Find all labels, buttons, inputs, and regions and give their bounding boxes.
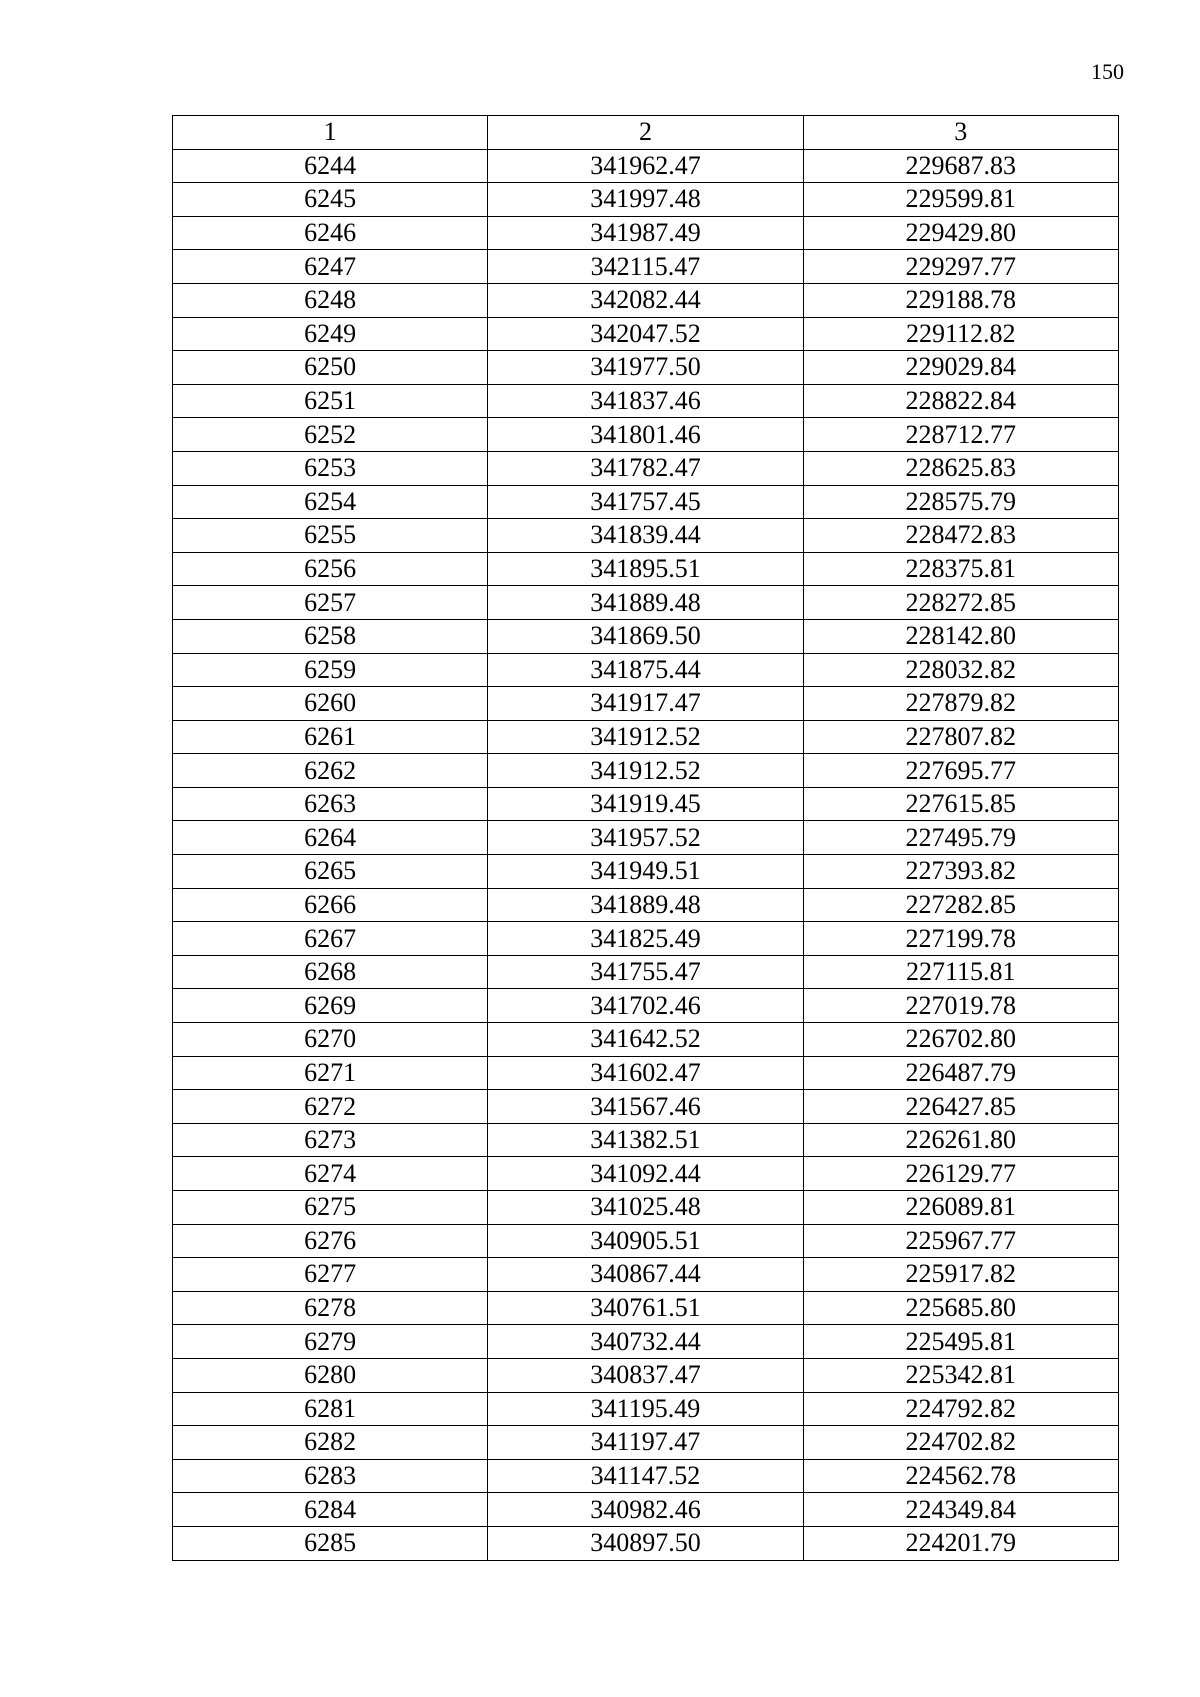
table-row <box>173 586 1119 620</box>
point-number-cell: 6266 <box>173 888 488 922</box>
point-number-cell: 6258 <box>173 619 488 653</box>
point-number-cell: 6275 <box>173 1191 488 1225</box>
y-coordinate-cell: 227695.77 <box>803 754 1118 788</box>
column-header-3: 3 <box>803 116 1118 150</box>
point-number-cell: 6280 <box>173 1358 488 1392</box>
y-coordinate-cell: 229599.81 <box>803 183 1118 217</box>
y-coordinate-cell: 229029.84 <box>803 351 1118 385</box>
point-number-cell: 6244 <box>173 149 488 183</box>
point-number-cell: 6250 <box>173 351 488 385</box>
y-coordinate-cell: 227615.85 <box>803 787 1118 821</box>
table-row <box>173 418 1119 452</box>
table-row <box>173 183 1119 217</box>
y-coordinate-cell: 228272.85 <box>803 586 1118 620</box>
x-coordinate-cell: 341702.46 <box>488 989 803 1023</box>
y-coordinate-cell: 229297.77 <box>803 250 1118 284</box>
table-row <box>173 922 1119 956</box>
y-coordinate-cell: 227879.82 <box>803 687 1118 721</box>
point-number-cell: 6273 <box>173 1123 488 1157</box>
y-coordinate-cell: 228375.81 <box>803 552 1118 586</box>
x-coordinate-cell: 341092.44 <box>488 1157 803 1191</box>
x-coordinate-cell: 340897.50 <box>488 1526 803 1560</box>
x-coordinate-cell: 342082.44 <box>488 283 803 317</box>
x-coordinate-cell: 341782.47 <box>488 451 803 485</box>
y-coordinate-cell: 227495.79 <box>803 821 1118 855</box>
point-number-cell: 6283 <box>173 1459 488 1493</box>
table-row <box>173 754 1119 788</box>
y-coordinate-cell: 224702.82 <box>803 1426 1118 1460</box>
y-coordinate-cell: 227199.78 <box>803 922 1118 956</box>
y-coordinate-cell: 225685.80 <box>803 1291 1118 1325</box>
table-row <box>173 821 1119 855</box>
point-number-cell: 6261 <box>173 720 488 754</box>
x-coordinate-cell: 341839.44 <box>488 519 803 553</box>
table-row <box>173 687 1119 721</box>
y-coordinate-cell: 225967.77 <box>803 1224 1118 1258</box>
point-number-cell: 6278 <box>173 1291 488 1325</box>
point-number-cell: 6245 <box>173 183 488 217</box>
x-coordinate-cell: 341889.48 <box>488 888 803 922</box>
x-coordinate-cell: 340982.46 <box>488 1493 803 1527</box>
x-coordinate-cell: 341825.49 <box>488 922 803 956</box>
table-row <box>173 283 1119 317</box>
y-coordinate-cell: 225495.81 <box>803 1325 1118 1359</box>
x-coordinate-cell: 342047.52 <box>488 317 803 351</box>
x-coordinate-cell: 341382.51 <box>488 1123 803 1157</box>
y-coordinate-cell: 228712.77 <box>803 418 1118 452</box>
y-coordinate-cell: 226487.79 <box>803 1056 1118 1090</box>
y-coordinate-cell: 226089.81 <box>803 1191 1118 1225</box>
point-number-cell: 6281 <box>173 1392 488 1426</box>
x-coordinate-cell: 340732.44 <box>488 1325 803 1359</box>
y-coordinate-cell: 227115.81 <box>803 955 1118 989</box>
point-number-cell: 6259 <box>173 653 488 687</box>
table-row <box>173 1325 1119 1359</box>
x-coordinate-cell: 341875.44 <box>488 653 803 687</box>
y-coordinate-cell: 228822.84 <box>803 384 1118 418</box>
table-row <box>173 855 1119 889</box>
table-row <box>173 1358 1119 1392</box>
x-coordinate-cell: 341147.52 <box>488 1459 803 1493</box>
table-row <box>173 619 1119 653</box>
y-coordinate-cell: 229687.83 <box>803 149 1118 183</box>
x-coordinate-cell: 341757.45 <box>488 485 803 519</box>
x-coordinate-cell: 341025.48 <box>488 1191 803 1225</box>
column-header-2: 2 <box>488 116 803 150</box>
point-number-cell: 6257 <box>173 586 488 620</box>
y-coordinate-cell: 226427.85 <box>803 1090 1118 1124</box>
x-coordinate-cell: 341837.46 <box>488 384 803 418</box>
table-row <box>173 149 1119 183</box>
point-number-cell: 6268 <box>173 955 488 989</box>
y-coordinate-cell: 224792.82 <box>803 1392 1118 1426</box>
point-number-cell: 6270 <box>173 1023 488 1057</box>
point-number-cell: 6267 <box>173 922 488 956</box>
point-number-cell: 6279 <box>173 1325 488 1359</box>
table-row <box>173 1258 1119 1292</box>
point-number-cell: 6247 <box>173 250 488 284</box>
point-number-cell: 6285 <box>173 1526 488 1560</box>
x-coordinate-cell: 341567.46 <box>488 1090 803 1124</box>
table-row <box>173 1191 1119 1225</box>
y-coordinate-cell: 225917.82 <box>803 1258 1118 1292</box>
x-coordinate-cell: 341919.45 <box>488 787 803 821</box>
point-number-cell: 6252 <box>173 418 488 452</box>
y-coordinate-cell: 228142.80 <box>803 619 1118 653</box>
x-coordinate-cell: 340867.44 <box>488 1258 803 1292</box>
x-coordinate-cell: 341755.47 <box>488 955 803 989</box>
point-number-cell: 6282 <box>173 1426 488 1460</box>
y-coordinate-cell: 224349.84 <box>803 1493 1118 1527</box>
table-row <box>173 1090 1119 1124</box>
table-row <box>173 989 1119 1023</box>
y-coordinate-cell: 227393.82 <box>803 855 1118 889</box>
point-number-cell: 6248 <box>173 283 488 317</box>
table-body <box>173 149 1119 1560</box>
point-number-cell: 6246 <box>173 216 488 250</box>
table-row <box>173 787 1119 821</box>
point-number-cell: 6254 <box>173 485 488 519</box>
x-coordinate-cell: 341195.49 <box>488 1392 803 1426</box>
table-row <box>173 451 1119 485</box>
column-header-1: 1 <box>173 116 488 150</box>
table-row <box>173 317 1119 351</box>
point-number-cell: 6256 <box>173 552 488 586</box>
table-row <box>173 1056 1119 1090</box>
point-number-cell: 6276 <box>173 1224 488 1258</box>
y-coordinate-cell: 229429.80 <box>803 216 1118 250</box>
x-coordinate-cell: 341912.52 <box>488 720 803 754</box>
x-coordinate-cell: 341602.47 <box>488 1056 803 1090</box>
y-coordinate-cell: 227282.85 <box>803 888 1118 922</box>
table-row <box>173 216 1119 250</box>
point-number-cell: 6249 <box>173 317 488 351</box>
x-coordinate-cell: 341957.52 <box>488 821 803 855</box>
x-coordinate-cell: 342115.47 <box>488 250 803 284</box>
point-number-cell: 6264 <box>173 821 488 855</box>
x-coordinate-cell: 341912.52 <box>488 754 803 788</box>
y-coordinate-cell: 228032.82 <box>803 653 1118 687</box>
y-coordinate-cell: 226129.77 <box>803 1157 1118 1191</box>
x-coordinate-cell: 341197.47 <box>488 1426 803 1460</box>
table-row <box>173 351 1119 385</box>
table-row <box>173 1526 1119 1560</box>
table-row <box>173 720 1119 754</box>
table-row <box>173 1291 1119 1325</box>
x-coordinate-cell: 341977.50 <box>488 351 803 385</box>
table-row <box>173 1392 1119 1426</box>
x-coordinate-cell: 340837.47 <box>488 1358 803 1392</box>
x-coordinate-cell: 341642.52 <box>488 1023 803 1057</box>
table-row <box>173 519 1119 553</box>
x-coordinate-cell: 341997.48 <box>488 183 803 217</box>
table-row <box>173 653 1119 687</box>
y-coordinate-cell: 227807.82 <box>803 720 1118 754</box>
y-coordinate-cell: 228472.83 <box>803 519 1118 553</box>
table-row <box>173 384 1119 418</box>
point-number-cell: 6271 <box>173 1056 488 1090</box>
coordinates-table <box>172 115 1119 1561</box>
point-number-cell: 6277 <box>173 1258 488 1292</box>
point-number-cell: 6263 <box>173 787 488 821</box>
table-row <box>173 552 1119 586</box>
y-coordinate-cell: 228575.79 <box>803 485 1118 519</box>
point-number-cell: 6272 <box>173 1090 488 1124</box>
x-coordinate-cell: 341949.51 <box>488 855 803 889</box>
y-coordinate-cell: 228625.83 <box>803 451 1118 485</box>
point-number-cell: 6274 <box>173 1157 488 1191</box>
x-coordinate-cell: 340905.51 <box>488 1224 803 1258</box>
x-coordinate-cell: 341895.51 <box>488 552 803 586</box>
table-row <box>173 1493 1119 1527</box>
y-coordinate-cell: 229112.82 <box>803 317 1118 351</box>
y-coordinate-cell: 224201.79 <box>803 1526 1118 1560</box>
table-row <box>173 485 1119 519</box>
table-row <box>173 1426 1119 1460</box>
x-coordinate-cell: 341801.46 <box>488 418 803 452</box>
table-header-row <box>173 116 1119 150</box>
point-number-cell: 6262 <box>173 754 488 788</box>
table-row <box>173 955 1119 989</box>
point-number-cell: 6284 <box>173 1493 488 1527</box>
table-row <box>173 1157 1119 1191</box>
page-number: 150 <box>1091 59 1124 84</box>
table-row <box>173 1123 1119 1157</box>
point-number-cell: 6255 <box>173 519 488 553</box>
table-row <box>173 250 1119 284</box>
y-coordinate-cell: 226261.80 <box>803 1123 1118 1157</box>
point-number-cell: 6269 <box>173 989 488 1023</box>
y-coordinate-cell: 224562.78 <box>803 1459 1118 1493</box>
y-coordinate-cell: 226702.80 <box>803 1023 1118 1057</box>
x-coordinate-cell: 341917.47 <box>488 687 803 721</box>
point-number-cell: 6260 <box>173 687 488 721</box>
table-row <box>173 888 1119 922</box>
x-coordinate-cell: 341869.50 <box>488 619 803 653</box>
table-row <box>173 1459 1119 1493</box>
point-number-cell: 6251 <box>173 384 488 418</box>
point-number-cell: 6253 <box>173 451 488 485</box>
x-coordinate-cell: 341889.48 <box>488 586 803 620</box>
point-number-cell: 6265 <box>173 855 488 889</box>
table-row <box>173 1023 1119 1057</box>
y-coordinate-cell: 227019.78 <box>803 989 1118 1023</box>
x-coordinate-cell: 340761.51 <box>488 1291 803 1325</box>
y-coordinate-cell: 225342.81 <box>803 1358 1118 1392</box>
table-row <box>173 1224 1119 1258</box>
x-coordinate-cell: 341987.49 <box>488 216 803 250</box>
x-coordinate-cell: 341962.47 <box>488 149 803 183</box>
y-coordinate-cell: 229188.78 <box>803 283 1118 317</box>
